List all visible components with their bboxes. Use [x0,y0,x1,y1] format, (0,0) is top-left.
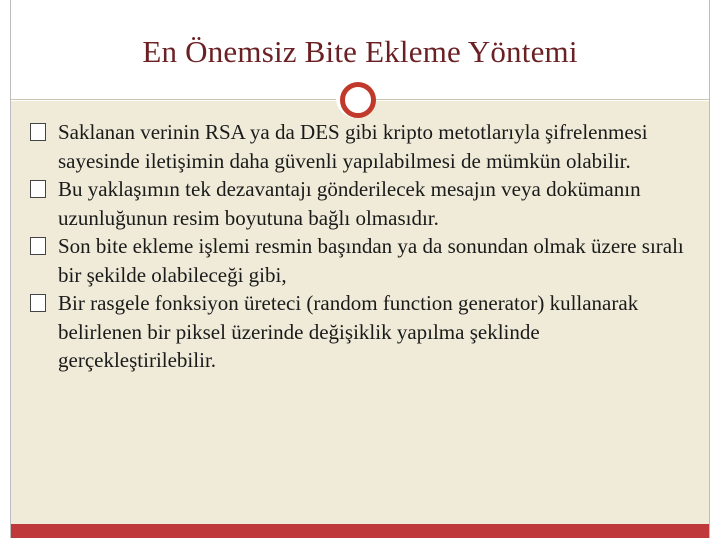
bullet-item [30,289,698,375]
bullet-text: Son bite ekleme işlemi resmin başından ya da sonundan olmak üzere sıralı bir şekilde olabileceği gibi, [58,234,684,287]
bullet-text: Bu yaklaşımın tek dezavantajı gönderilecek mesajın veya dokümanın uzunluğunun resim boyutuna bağlı olmasıdır. [58,177,641,230]
bullet-list [30,118,698,375]
bullet-item [30,175,698,232]
bullet-item [30,232,698,289]
bullet-text: Saklanan verinin RSA ya da DES gibi kripto metotlarıyla şifrelenmesi sayesinde iletişimin daha güvenli yapılabilmesi de mümkün olabilir. [58,120,648,173]
square-bullet-icon [30,237,46,255]
slide-title: En Önemsiz Bite Ekleme Yöntemi [142,34,578,69]
square-bullet-icon [30,123,46,141]
bullet-item [30,118,698,175]
square-bullet-icon [30,294,46,312]
square-bullet-icon [30,180,46,198]
bullet-text: Bir rasgele fonksiyon üreteci (random function generator) kullanarak belirlenen bir piksel üzerinde değişiklik yapılma şeklinde gerçekleştirilebilir. [58,291,639,372]
